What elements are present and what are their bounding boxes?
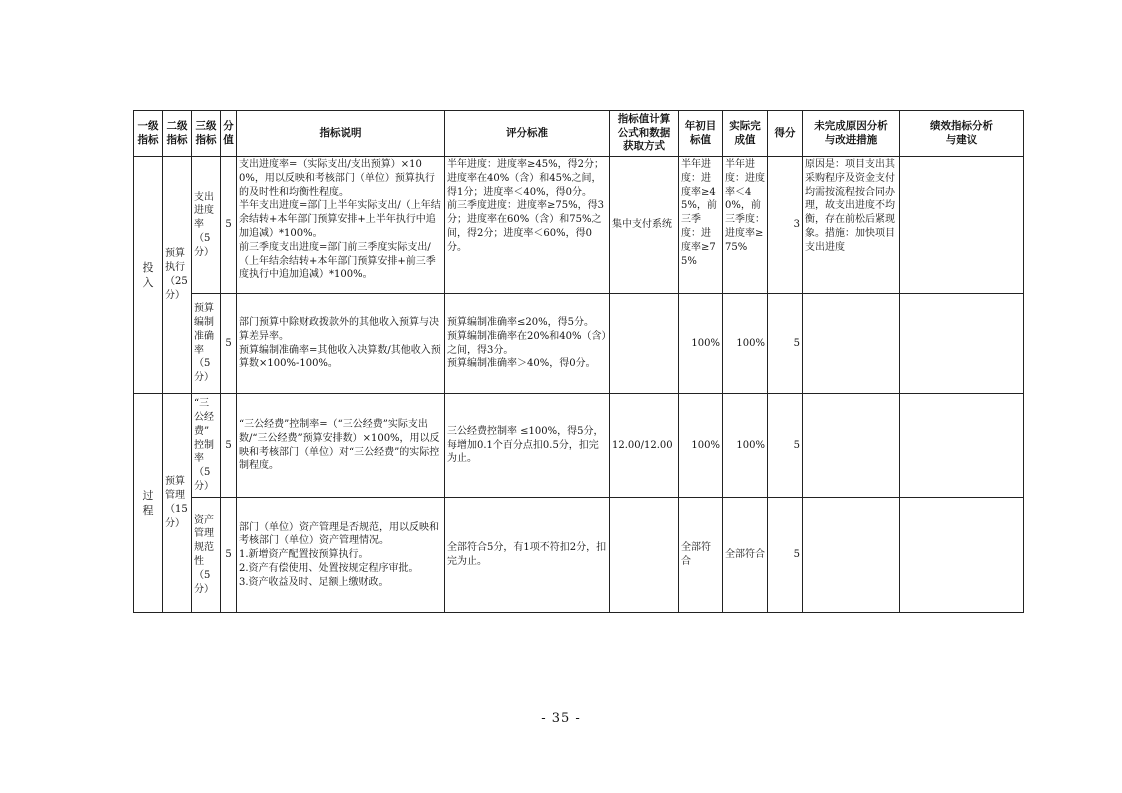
header-formula: 指标值计算 公式和数据 获取方式	[610, 111, 679, 157]
header-level1: 一级 指标	[134, 111, 163, 157]
header-row	[134, 111, 1024, 157]
formula-cell: 集中支付系统	[610, 157, 679, 294]
level2-cell: 预算 执行 （25 分）	[163, 157, 192, 394]
criteria-cell: 三公经费控制率 ≤100%，得5分，每增加0.1个百分点扣0.5分，扣完为止。	[445, 394, 610, 498]
header-analysis: 未完成原因分析 与改进措施	[803, 111, 900, 157]
formula-cell	[610, 294, 679, 394]
score-cell: 5	[768, 498, 803, 613]
score-value-cell: 5	[221, 157, 237, 294]
analysis-cell	[803, 498, 900, 613]
score-cell: 3	[768, 157, 803, 294]
criteria-cell: 预算编制准确率≤20%，得5分。 预算编制准确率在20%和40%（含）之间，得3分。 预算编制准确率＞40%，得0分。	[445, 294, 610, 394]
formula-cell	[610, 498, 679, 613]
header-level2: 二级 指标	[163, 111, 192, 157]
suggestion-cell	[900, 294, 1024, 394]
target-cell: 100%	[679, 294, 723, 394]
score-value-cell: 5	[221, 294, 237, 394]
level3-cell: 支出 进度 率 （5 分）	[192, 157, 221, 294]
score-value-cell: 5	[221, 394, 237, 498]
target-cell: 半年进度：进度率≥45%，前三季度：进度率≥75%	[679, 157, 723, 294]
actual-cell: 全部符合	[723, 498, 768, 613]
score-value-cell: 5	[221, 498, 237, 613]
actual-cell: 半年进度：进度率＜40%，前三季度：进度率≥75%	[723, 157, 768, 294]
suggestion-cell	[900, 498, 1024, 613]
score-cell: 5	[768, 394, 803, 498]
header-criteria: 评分标准	[445, 111, 610, 157]
description-cell: 部门预算中除财政拨款外的其他收入预算与决算差异率。 预算编制准确率=其他收入决算数/其他收入预算数×100%-100%。	[237, 294, 445, 394]
actual-cell: 100%	[723, 394, 768, 498]
suggestion-cell	[900, 157, 1024, 294]
level3-cell: 资产 管理 规范 性 （5 分）	[192, 498, 221, 613]
level1-cell: 过 程	[134, 394, 163, 613]
level3-cell: 预算 编制 准确 率 （5 分）	[192, 294, 221, 394]
header-score: 得分	[768, 111, 803, 157]
formula-cell: 12.00/12.00	[610, 394, 679, 498]
table-row	[134, 498, 1024, 613]
header-score-value: 分 值	[221, 111, 237, 157]
header-description: 指标说明	[237, 111, 445, 157]
level2-cell: 预算 管理 （15 分）	[163, 394, 192, 613]
level1-cell: 投 入	[134, 157, 163, 394]
performance-table	[133, 110, 1024, 613]
actual-cell: 100%	[723, 294, 768, 394]
header-suggestion: 绩效指标分析 与建议	[900, 111, 1024, 157]
analysis-cell	[803, 394, 900, 498]
level3-cell: “三 公经 费” 控制 率 （5 分）	[192, 394, 221, 498]
description-cell: 部门（单位）资产管理是否规范，用以反映和考核部门（单位）资产管理情况。 1.新增资产配置按预算执行。 2.资产有偿使用、处置按规定程序审批。 3.资产收益及时、足额上缴财政。	[237, 498, 445, 613]
description-cell: “三公经费”控制率=（“三公经费”实际支出数/“三公经费”预算安排数）×100%，用以反映和考核部门（单位）对“三公经费”的实际控制程度。	[237, 394, 445, 498]
header-target: 年初目 标值	[679, 111, 723, 157]
criteria-cell: 全部符合5分，有1项不符扣2分，扣完为止。	[445, 498, 610, 613]
description-cell: 支出进度率=（实际支出/支出预算）×100%，用以反映和考核部门（单位）预算执行的及时性和均衡性程度。 半年支出进度=部门上半年实际支出/（上年结余结转+本年部门预算安排+上半年执行中追加追减）*100%。 前三季度支出进度=部门前三季度实际支出/（上年结余结转+本年部门预算安排+前三季度执行中追加追减）*100%。	[237, 157, 445, 294]
header-level3: 三级 指标	[192, 111, 221, 157]
criteria-cell: 半年进度：进度率≥45%，得2分；进度率在40%（含）和45%之间，得1分；进度率＜40%，得0分。 前三季度进度：进度率≥75%，得3分；进度率在60%（含）和75%之间，得2分；进度率＜60%，得0分。	[445, 157, 610, 294]
suggestion-cell	[900, 394, 1024, 498]
target-cell: 全部符合	[679, 498, 723, 613]
table-row	[134, 394, 1024, 498]
table-row	[134, 157, 1024, 294]
page-number: - 35 -	[541, 711, 581, 726]
analysis-cell	[803, 294, 900, 394]
score-cell: 5	[768, 294, 803, 394]
target-cell: 100%	[679, 394, 723, 498]
header-actual: 实际完 成值	[723, 111, 768, 157]
analysis-cell: 原因是：项目支出其采购程序及资金支付均需按流程按合同办理，故支出进度不均衡，存在前松后紧现象。措施：加快项目支出进度	[803, 157, 900, 294]
table-row	[134, 294, 1024, 394]
